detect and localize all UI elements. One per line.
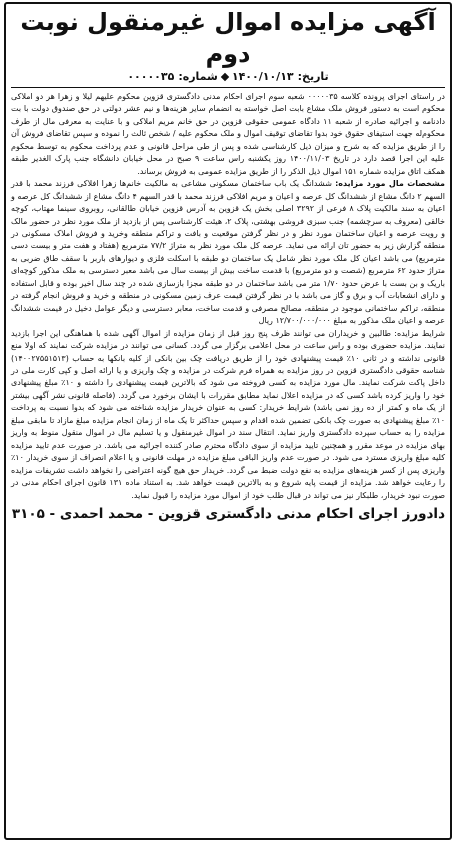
notice-body bbox=[11, 91, 445, 502]
number-value: ۰۰۰۰۰۳۵ bbox=[127, 70, 175, 83]
notice-title: آگهی مزایده اموال غیرمنقول نوبت دوم bbox=[20, 8, 436, 68]
date-label: تاریخ: bbox=[297, 70, 329, 83]
conditions-paragraph: شرایط مزایده: طالبین و خریداران می توانند ظرف پنج روز قبل از زمان مزایده از اموال آگهی شده با هماهنگی این اجرا بازدید نمایند. مزایده حضوری بوده و راس ساعت در محل اعلامی برگزار می گردد. کسانی می توانند در مزایده شرکت نمایند که اولا منع قانونی نداشته و در ثانی ۱۰٪ قیمت پیشنهادی خود را از طریق دریافت چک بین بانکی از کلیه بانکها به حساب (۱۴۰۰۲۷۵۵۱۵۱۳) شناسه حقوقی دادگستری قزوین در روز مزایده به همراه فرم شرکت در مزایده و چک واریزی و یا ارائه اصل و کپی کارت ملی در داخل پاکت شرکت نمایند. مال مورد مزایده به کسی فروخته می شود که بالاترین قیمت پیشنهادی را داشته و ۱۰٪ مبلغ پیشنهادی خود را واریز کرده باشد کسی که در مزایده اعلال نماید مطابق مقررات با ایشان برخورد می گردد. (فاصله قانونی نشر آگهی بیشتر از یک ماه و کمتر از ده روز نمی باشد) شرایط خریدار: کسی به عنوان خریدار مزایده شناخته می شود که بدوا نسبت به پرداخت ۱۰٪ مبلغ پیشنهادی به صورت چک بانکی تضمین شده اقدام و سپس حداکثر تا یک ماه از زمان انجام مزایده مبلغ مازاد تا مابقی مبلغ مزایده را به حساب سپرده دادگستری واریز نماید. انتقال سند در اموال غیرمنقول و یا تسلیم مال در اموال منقول منوط به واریز بهای مزایده در موعد مقرر و همچنین تایید مزایده از سوی دادگاه محترم صادر کننده اجرائیه می باشد. در صورت عدم تایید مزایده کلیه مبلغ واریزی مسترد می شود. در صورت عدم واریز الباقی مبلغ مزایده در مهلت قانونی و یا اعلام انصراف از سوی خریدار ۱۰٪ واریزی پس از کسر هزینه‌های مزایده به نفع دولت ضبط می گردد. خریدار حق هیچ گونه اعتراضی را نخواهد داشت تشریفات مزایده را رعایت خواهد شد. مزایده از قیمت پایه شروع و به بالاترین قیمت خواهد شد. به استناد ماده ۱۳۱ قانون اجرای احکام مدنی در صورت نبود خریدار، طلبکار نیز می تواند در قبال طلب خود از اموال مورد مزایده را قبول نماید. bbox=[11, 328, 445, 500]
property-description: ششدانگ یک باب ساختمان مسکونی مشاعی به مالکیت خانم‌ها زهرا افلاکی فرزند محمد با قدر السهم ۲ دانگ مشاع از ششدانگ کل عرصه و اعیان و مریم افلاکی فرزند محمد با قدر السهم ۴ دانگ مشاع از ششدانگ کل عرصه و اعیان به سند مالکیت پلاک ۸ فرعی از ۳۲۹۲ اصلی بخش یک قزوین به آدرس قزوین خیابان طالقانی، روبروی سینما مهتاب، کوچه خالقی (معروف به سرچشمه) جنب سبزی فروشی بهشتی، پلاک ۲، هیئت کارشناسی پس از بازدید از ملک مورد نظر در حضور مالک و رویت عرصه و اعیان ساختمان مورد نظر و در نظر گرفتن موقعیت و بافت و تراکم منطقه وخرید و فروش املاک مسکونی در منطقه گزارش زیر به حضور تان ارائه می نماید. عرصه کل ملک مورد نظر به متراژ ۷۷/۲ مترمربع (هفتاد و هفت متر و بیست دسی مترمربع) می باشد اعیان کل ملک مورد نظر شامل یک ساختمان دو طبقه با اسکلت فلزی و دیوارهای باربر با سقف طاق ضربی به متراژ حدود ۶۲ مترمربع (شصت و دو مترمربع) با قدمت ساخت بیش از بیست سال می باشد معبر دسترسی به ملک مذکور کوچه‌ای باریک و بن بست با عرض حدود ۱/۷۰ متر می باشد ساختمان در دو طبقه مجزا بازسازی شده در چند سال اخیر بوده و قابل استفاده و دارای انشعابات آب و برق و گاز می باشد با در نظر گرفتن قیمت عرف زمین مسکونی در منطقه و خرید و فروش انجام گرفته در منطقه، تراکم ساختمانی موجود در منطقه، مصالح مصرفی و قدمت ساخت، معابر دسترسی و دیگر عوامل دخیل در قیمت ششدانگ عرصه و اعیان ملک مذکور به مبلغ ۱۲/۷۰۰/۰۰۰/۰۰۰ ریال bbox=[11, 179, 446, 326]
signature-line: دادورز اجرای احکام مدنی دادگستری قزوین - محمد احمدی - ۳۱۰۵ bbox=[11, 505, 445, 522]
date-value: ۱۴۰۰/۱۰/۱۳ bbox=[231, 70, 294, 83]
separator-bullet-icon bbox=[221, 73, 229, 81]
property-label: مشخصات مال مورد مزایده: bbox=[335, 179, 446, 189]
header-divider bbox=[11, 87, 445, 88]
property-paragraph bbox=[11, 178, 445, 327]
intro-paragraph: در راستای اجرای پرونده کلاسه ۰۰۰۰۰۳۵ شعبه سوم اجرای احکام مدنی دادگستری قزوین محکوم علیهم لیلا و زهرا هر دو املاکی محکوم است به دستور فروش ملک مشاع بابت اصل خواسته به انضمام سایر هزینه‌ها و نیم عشر دولتی در حق صندوق دولت با بت دادنامه و اجرائیه صادره از شعبه ۱۱ دادگاه عمومی حقوقی قزوین در حق خانم مریم املاکی و با عنایت به معرفی مال از طرف محکوم‌له جهت استیفای حقوق خود بدوا تقاضای توقیف اموال و ملک محکوم علیه / شخص ثالث را نموده و سپس تقاضای فروش آن را از طریق مزایده که به شرح و میزان ذیل کارشناسی شده و پس از طی مراحل قانونی و عدم پرداخت محکوم به توسط محکوم علیه این اجرا قصد دارد در تاریخ ۱۴۰۰/۱۱/۰۳ روز یکشنبه راس ساعت ۹ صبح در محل خیابان دانشگاه جنب پارک الغدیر طبقه همکف اتاق مزایده شماره ۱۵۱ اموال ذیل الذکر را از طریق مزایده عمومی به فروش برساند. bbox=[11, 92, 446, 176]
number-label: شماره: bbox=[178, 70, 218, 83]
notice-meta bbox=[11, 70, 445, 84]
notice-header bbox=[11, 6, 445, 84]
notice-frame bbox=[4, 2, 452, 840]
